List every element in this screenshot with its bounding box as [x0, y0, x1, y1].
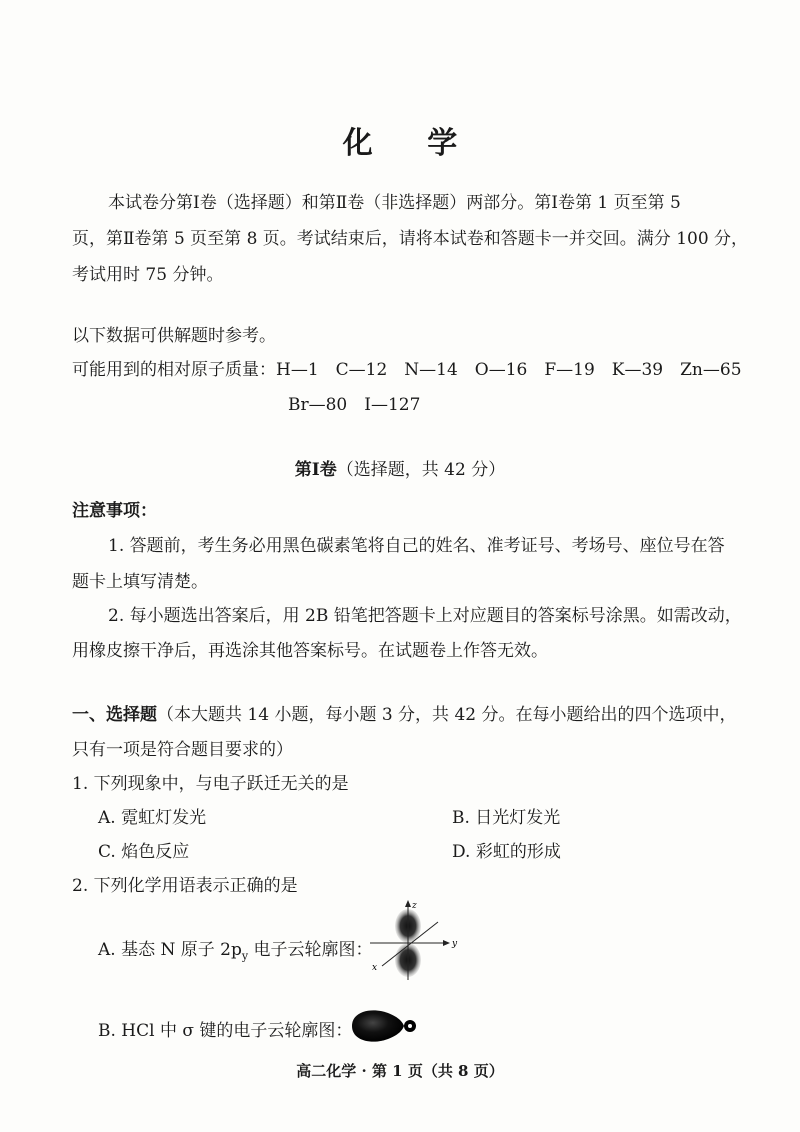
question-2-option-a [98, 932, 373, 974]
note-2-line-2: 用橡皮擦干净后，再选涂其他答案标号。在试题卷上作答无效。 [72, 641, 548, 661]
page-title: 化 学 [342, 126, 480, 161]
x-axis-label: x [372, 963, 378, 973]
atomic-mass-label: 可能用到的相对原子质量： [72, 360, 276, 380]
page-footer: 高二化学 · 第 1 页（共 8 页） [296, 1062, 504, 1080]
atomic-mass-row-2: Br—80 I—127 [288, 395, 421, 415]
question-2-option-b: B. HCl 中 σ 键的电子云轮廓图： [98, 1021, 353, 1041]
part1-heading [0, 455, 800, 480]
z-axis-label: z [412, 901, 417, 911]
option-a-subscript: y [241, 949, 249, 963]
part1-subtitle: （选择题，共 42 分） [336, 460, 506, 480]
notes-heading: 注意事项： [72, 501, 157, 521]
y-arrow [443, 940, 450, 946]
atomic-mass-row-1 [72, 352, 742, 388]
intro-line-1: 本试卷分第Ⅰ卷（选择题）和第Ⅱ卷（非选择题）两部分。第Ⅰ卷第 1 页至第 5 [108, 193, 681, 213]
intro-line-2: 页，第Ⅱ卷第 5 页至第 8 页。考试结束后，请将本试卷和答题卡一并交回。满分 100 分， [72, 229, 749, 249]
p-orbital-diagram [362, 898, 462, 982]
reference-line: 以下数据可供解题时参考。 [72, 326, 276, 346]
atomic-mass-values-1: H—1 C—12 N—14 O—16 F—19 K—39 Zn—65 [276, 360, 742, 380]
option-a-text-post: 电子云轮廓图： [248, 940, 373, 960]
note-1-line-2: 题卡上填写清楚。 [72, 572, 208, 592]
section1-heading-line [72, 697, 737, 733]
part1-title: 第Ⅰ卷 [294, 460, 337, 480]
question-1-option-c: C. 焰色反应 [98, 842, 190, 862]
section1-desc-2: 只有一项是符合题目要求的） [72, 740, 293, 760]
y-axis-label: y [452, 939, 458, 949]
cl-lobe [352, 1010, 404, 1041]
question-1-option-d: D. 彩虹的形成 [452, 842, 561, 862]
question-1-option-b: B. 日光灯发光 [452, 808, 561, 828]
intro-line-3: 考试用时 75 分钟。 [72, 265, 224, 285]
z-arrow [405, 900, 411, 907]
section1-title: 一、选择题 [72, 705, 157, 725]
note-1-line-1: 1. 答题前，考生务必用黑色碳素笔将自己的姓名、准考证号、考场号、座位号在答 [108, 536, 725, 556]
h-nucleus [408, 1024, 412, 1028]
question-2-stem: 2. 下列化学用语表示正确的是 [72, 876, 298, 896]
section1-desc-1: （本大题共 14 小题，每小题 3 分，共 42 分。在每小题给出的四个选项中， [157, 705, 737, 725]
question-1-option-a: A. 霓虹灯发光 [98, 808, 207, 828]
option-a-text: A. 基态 N 原子 2p [98, 940, 242, 960]
sigma-bond-diagram [346, 1005, 422, 1047]
question-1-stem: 1. 下列现象中，与电子跃迁无关的是 [72, 774, 349, 794]
note-2-line-1: 2. 每小题选出答案后，用 2B 铅笔把答题卡上对应题目的答案标号涂黑。如需改动， [108, 606, 742, 626]
